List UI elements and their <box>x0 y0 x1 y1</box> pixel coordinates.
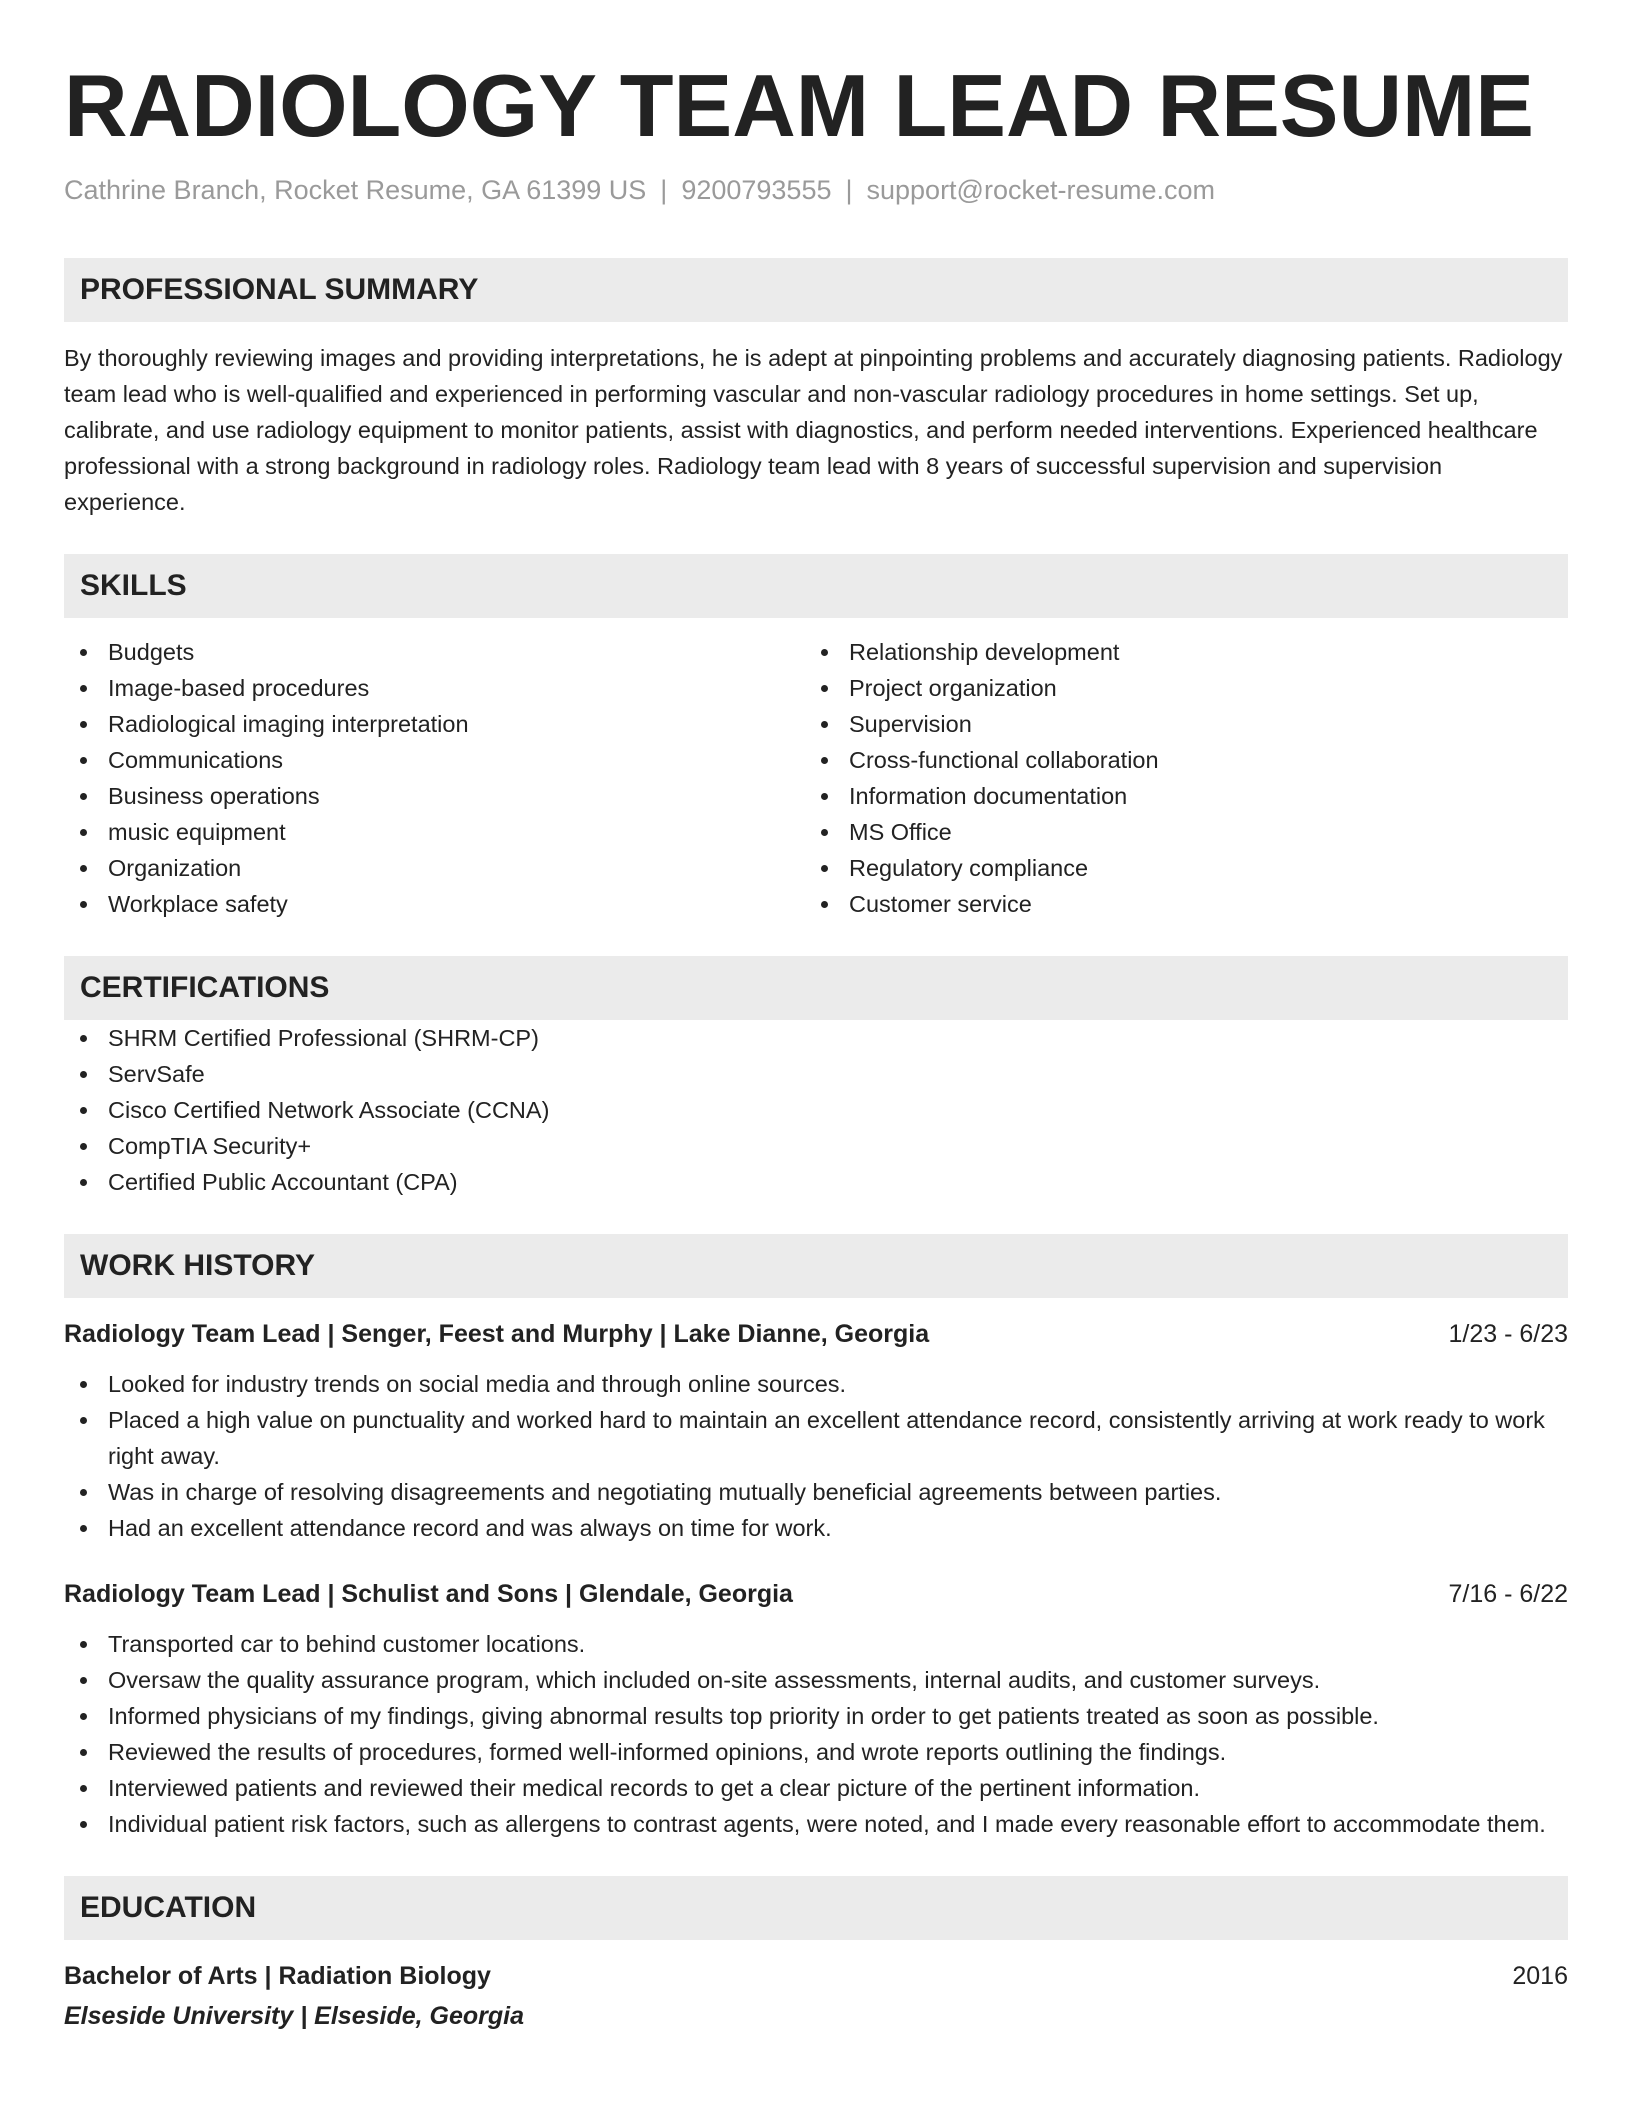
certifications-list <box>64 1020 1568 1200</box>
job-bullet: Oversaw the quality assurance program, which included on-site assessments, internal audits, and customer surveys. <box>64 1662 1568 1698</box>
skill-item: Cross-functional collaboration <box>805 742 1546 778</box>
job-bullet: Had an excellent attendance record and was always on time for work. <box>64 1510 1568 1546</box>
contact-separator: | <box>845 175 853 205</box>
contact-address: Cathrine Branch, Rocket Resume, GA 61399 US <box>64 175 647 205</box>
education-year: 2016 <box>1512 1962 1568 1990</box>
job-bullet: Placed a high value on punctuality and worked hard to maintain an excellent attendance record, consistently arriving at work ready to work right away. <box>64 1402 1568 1474</box>
job-bullet: Was in charge of resolving disagreements and negotiating mutually beneficial agreements between parties. <box>64 1474 1568 1510</box>
skill-item: Supervision <box>805 706 1546 742</box>
certification-item: Cisco Certified Network Associate (CCNA) <box>64 1092 1568 1128</box>
skill-item: Image-based procedures <box>64 670 805 706</box>
skill-item: Organization <box>64 850 805 886</box>
certifications-heading: CERTIFICATIONS <box>64 956 1568 1020</box>
job-bullets <box>64 1626 1568 1842</box>
job-bullet: Interviewed patients and reviewed their medical records to get a clear picture of the pertinent information. <box>64 1770 1568 1806</box>
job-bullet: Informed physicians of my findings, giving abnormal results top priority in order to get patients treated as soon as possible. <box>64 1698 1568 1734</box>
skill-item: music equipment <box>64 814 805 850</box>
contact-line <box>64 172 1568 208</box>
contact-phone: 9200793555 <box>681 175 832 205</box>
job-bullet: Reviewed the results of procedures, formed well-informed opinions, and wrote reports outlining the findings. <box>64 1734 1568 1770</box>
skill-item: Regulatory compliance <box>805 850 1546 886</box>
skill-item: Workplace safety <box>64 886 805 922</box>
job-title: Radiology Team Lead | Schulist and Sons | Glendale, Georgia <box>64 1580 793 1608</box>
skill-item: Communications <box>64 742 805 778</box>
skill-item: Radiological imaging interpretation <box>64 706 805 742</box>
contact-separator: | <box>660 175 668 205</box>
education-school: Elseside University | Elseside, Georgia <box>64 2002 524 2030</box>
job-bullet: Individual patient risk factors, such as allergens to contrast agents, were noted, and I made every reasonable effort to accommodate them. <box>64 1806 1568 1842</box>
work-history-heading: WORK HISTORY <box>64 1234 1568 1298</box>
skills-list <box>64 634 1568 922</box>
resume-title: RADIOLOGY TEAM LEAD RESUME <box>64 56 1535 155</box>
skills-heading: SKILLS <box>64 554 1568 618</box>
certification-item: CompTIA Security+ <box>64 1128 1568 1164</box>
job-bullets <box>64 1366 1568 1546</box>
job-entry <box>64 1316 1568 1546</box>
skills-column-left <box>64 634 805 922</box>
skill-item: Relationship development <box>805 634 1546 670</box>
summary-text: By thoroughly reviewing images and providing interpretations, he is adept at pinpointing problems and accurately diagnosing patients. Radiology team lead who is well-qualified and experienced in performing vascular and non-vascular radiology procedures in home settings. Set up, calibrate, and use radiology equipment to monitor patients, assist with diagnostics, and perform needed interventions. Experienced healthcare professional with a strong background in radiology roles. Radiology team lead with 8 years of successful supervision and supervision experience. <box>64 345 1563 515</box>
skill-item: MS Office <box>805 814 1546 850</box>
education-heading: EDUCATION <box>64 1876 1568 1940</box>
skill-item: Information documentation <box>805 778 1546 814</box>
job-dates: 1/23 - 6/23 <box>1448 1320 1568 1348</box>
certification-item: Certified Public Accountant (CPA) <box>64 1164 1568 1200</box>
job-entry <box>64 1576 1568 1842</box>
skill-item: Project organization <box>805 670 1546 706</box>
job-dates: 7/16 - 6/22 <box>1448 1580 1568 1608</box>
job-title: Radiology Team Lead | Senger, Feest and Murphy | Lake Dianne, Georgia <box>64 1320 930 1348</box>
skill-item: Business operations <box>64 778 805 814</box>
skill-item: Customer service <box>805 886 1546 922</box>
skills-column-right <box>805 634 1546 922</box>
job-bullet: Transported car to behind customer locations. <box>64 1626 1568 1662</box>
job-header <box>64 1316 1568 1352</box>
education-header <box>64 1958 1568 1994</box>
job-header <box>64 1576 1568 1612</box>
education-entry <box>64 1958 1568 2034</box>
certification-item: ServSafe <box>64 1056 1568 1092</box>
summary-heading: PROFESSIONAL SUMMARY <box>64 258 1568 322</box>
job-bullet: Looked for industry trends on social media and through online sources. <box>64 1366 1568 1402</box>
certification-item: SHRM Certified Professional (SHRM-CP) <box>64 1020 1568 1056</box>
education-degree: Bachelor of Arts | Radiation Biology <box>64 1962 491 1990</box>
contact-email: support@rocket-resume.com <box>866 175 1216 205</box>
skill-item: Budgets <box>64 634 805 670</box>
